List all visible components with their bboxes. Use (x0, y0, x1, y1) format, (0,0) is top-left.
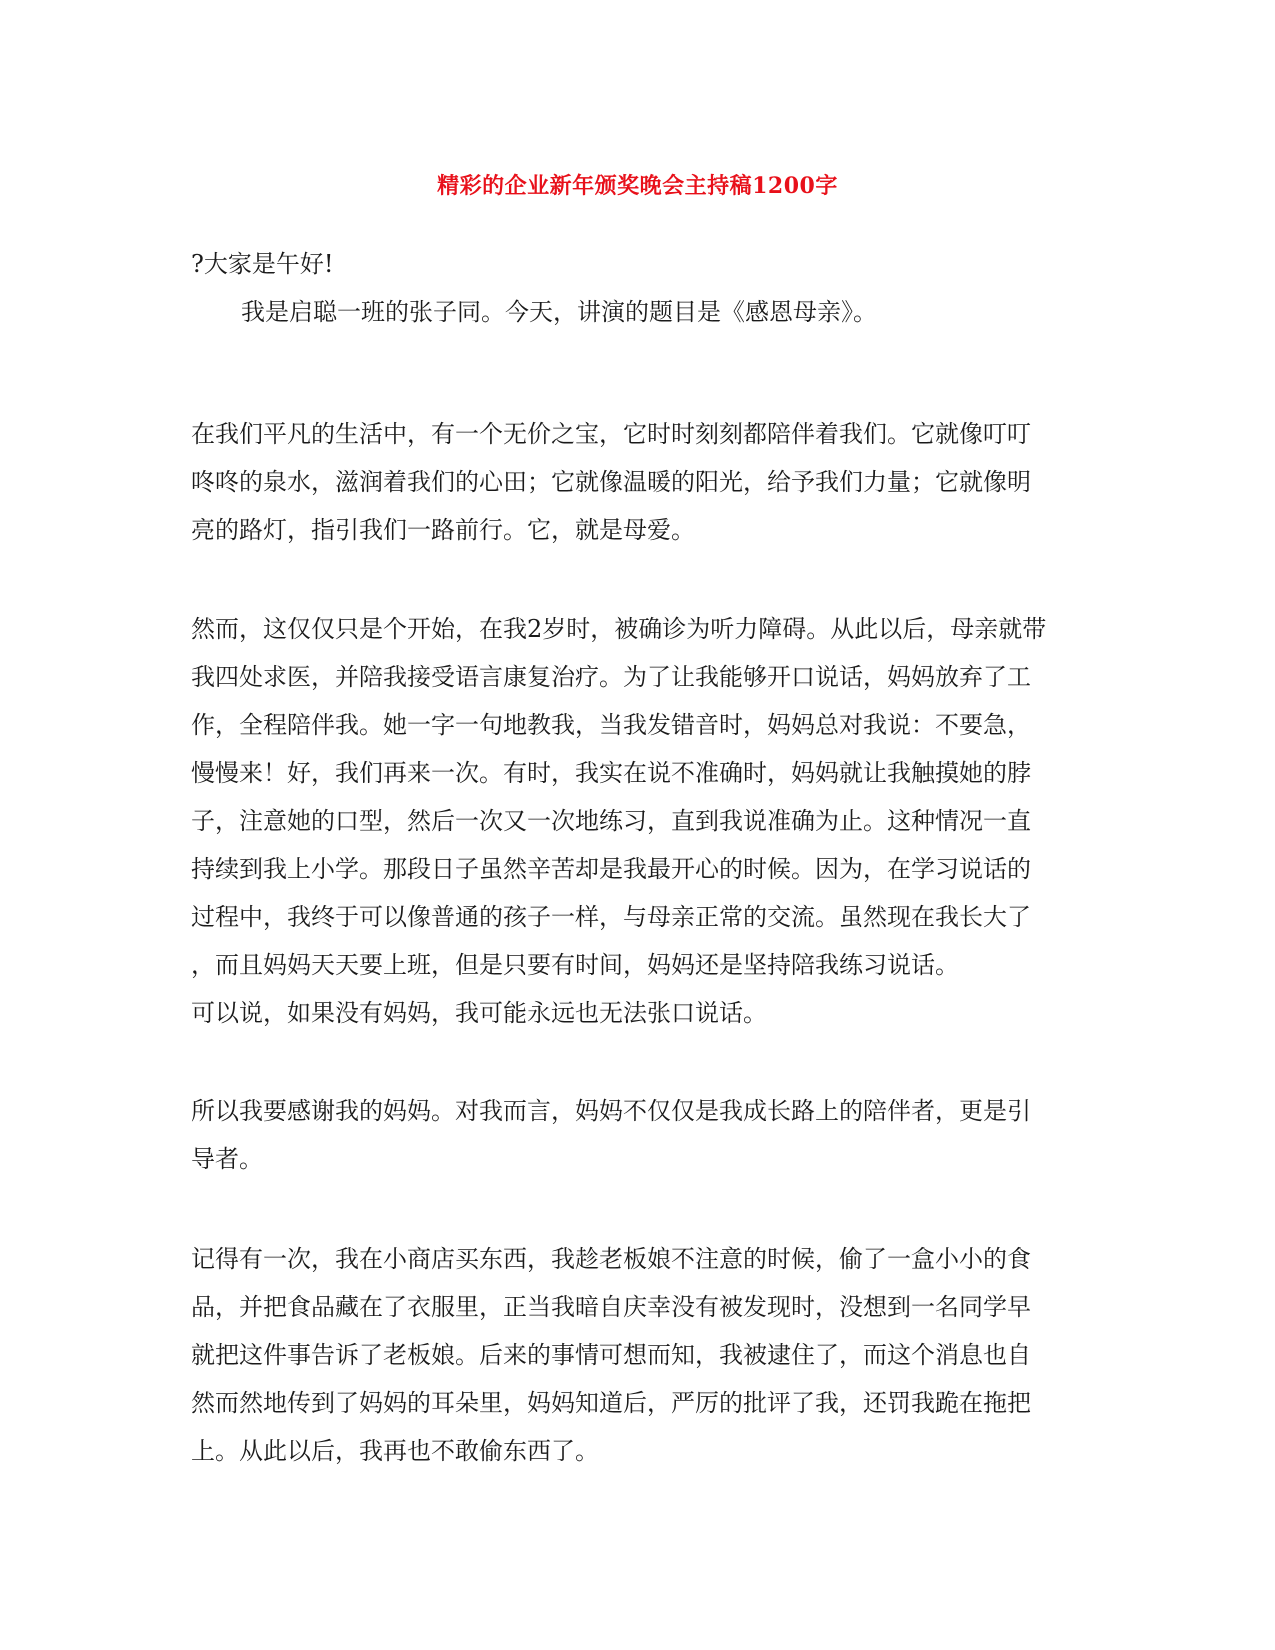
greeting-line: ?大家是午好! (191, 250, 334, 278)
paragraph-line: 子，注意她的口型，然后一次又一次地练习，直到我说准确为止。这种情况一直 (191, 807, 1031, 835)
paragraph-line: 亮的路灯，指引我们一路前行。它，就是母爱。 (191, 516, 695, 544)
paragraph-line: ，而且妈妈天天要上班，但是只要有时间，妈妈还是坚持陪我练习说话。 (191, 951, 959, 979)
paragraph-line: 就把这件事告诉了老板娘。后来的事情可想而知，我被逮住了，而这个消息也自 (191, 1341, 1031, 1369)
paragraph-4 (191, 1235, 1073, 1475)
paragraph-line: 过程中，我终于可以像普通的孩子一样，与母亲正常的交流。虽然现在我长大了 (191, 903, 1031, 931)
paragraph-line: 作，全程陪伴我。她一字一句地教我，当我发错音时，妈妈总对我说：不要急， (191, 711, 1031, 739)
paragraph-line: 上。从此以后，我再也不敢偷东西了。 (191, 1437, 599, 1465)
paragraph-line: 我四处求医，并陪我接受语言康复治疗。为了让我能够开口说话，妈妈放弃了工 (191, 663, 1031, 691)
paragraph-line: 咚咚的泉水，滋润着我们的心田；它就像温暖的阳光，给予我们力量；它就像明 (191, 468, 1031, 496)
paragraph-line: 导者。 (191, 1145, 263, 1173)
paragraph-line: 在我们平凡的生活中，有一个无价之宝，它时时刻刻都陪伴着我们。它就像叮叮 (191, 420, 1031, 448)
paragraph-3 (191, 1087, 1073, 1183)
paragraph-line: 记得有一次，我在小商店买东西，我趁老板娘不注意的时候，偷了一盒小小的食 (191, 1245, 1031, 1273)
paragraph-line: 可以说，如果没有妈妈，我可能永远也无法张口说话。 (191, 999, 767, 1027)
paragraph-line: 所以我要感谢我的妈妈。对我而言，妈妈不仅仅是我成长路上的陪伴者，更是引 (191, 1097, 1031, 1125)
paragraph-2 (191, 605, 1073, 1037)
paragraph-line: 然而，这仅仅只是个开始，在我2岁时，被确诊为听力障碍。从此以后，母亲就带 (191, 615, 1047, 643)
paragraph-line: 慢慢来！好，我们再来一次。有时，我实在说不准确时，妈妈就让我触摸她的脖 (191, 759, 1031, 787)
document-title: 精彩的企业新年颁奖晚会主持稿1200字 (437, 173, 838, 199)
intro-line: 我是启聪一班的张子同。今天，讲演的题目是《感恩母亲》。 (241, 298, 877, 326)
paragraph-1 (191, 410, 1073, 554)
paragraph-line: 品，并把食品藏在了衣服里，正当我暗自庆幸没有被发现时，没想到一名同学早 (191, 1293, 1031, 1321)
paragraph-line: 然而然地传到了妈妈的耳朵里，妈妈知道后，严厉的批评了我，还罚我跪在拖把 (191, 1389, 1031, 1417)
paragraph-line: 持续到我上小学。那段日子虽然辛苦却是我最开心的时候。因为，在学习说话的 (191, 855, 1031, 883)
